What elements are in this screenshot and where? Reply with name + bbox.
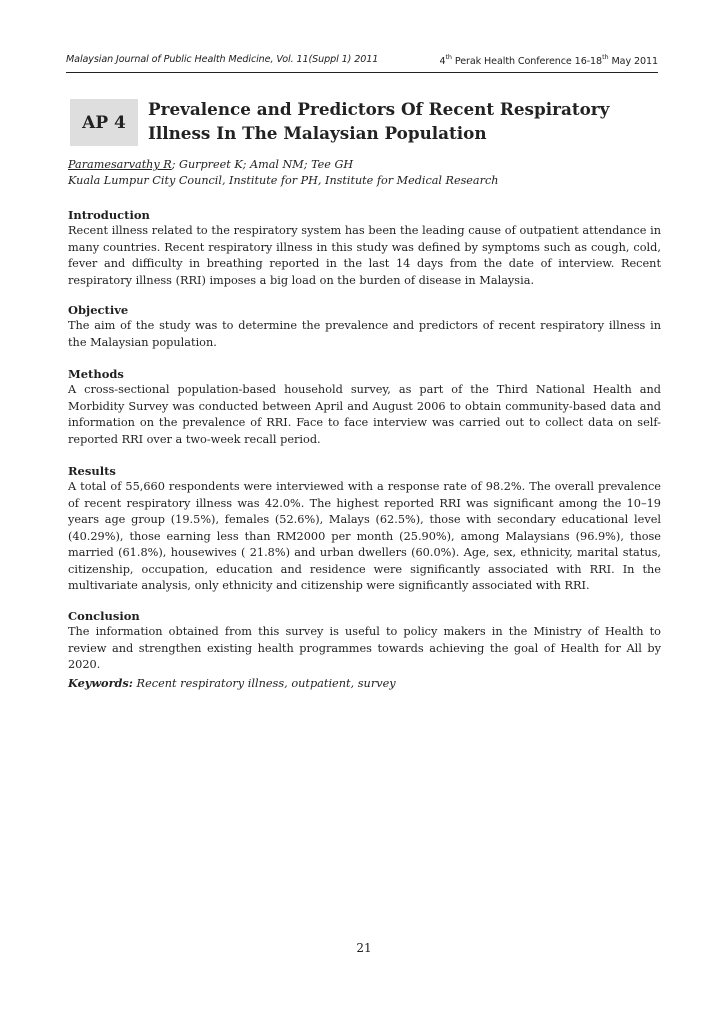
- section-introduction: [68, 207, 661, 289]
- introduction-heading: Introduction: [68, 208, 150, 222]
- title-line-1: Prevalence and Predictors Of Recent Respiratory: [148, 99, 610, 119]
- section-methods: [68, 366, 661, 448]
- conclusion-heading: Conclusion: [68, 609, 140, 623]
- conference-ordinal: 4: [439, 56, 446, 68]
- keywords-text: Recent respiratory illness, outpatient, survey: [132, 677, 396, 690]
- conference-date-suffix: th: [602, 53, 609, 61]
- affiliation: Kuala Lumpur City Council, Institute for PH, Institute for Medical Research: [68, 174, 499, 187]
- title-line-2: Illness In The Malaysian Population: [148, 123, 487, 143]
- conclusion-body: The information obtained from this survey is useful to policy makers in the Ministry of Health to review and strengthen existing health programmes towards achieving the goal of Health for All by 2020.: [68, 625, 661, 671]
- objective-heading: Objective: [68, 303, 129, 317]
- objective-body: The aim of the study was to determine the prevalence and predictors of recent respiratory illness in the Malaysian population.: [68, 319, 661, 349]
- abstract-code: AP 4: [82, 113, 126, 133]
- conference-info: [439, 54, 658, 67]
- page-number: 21: [356, 941, 372, 955]
- presenting-author: Paramesarvathy R: [68, 158, 172, 171]
- journal-citation: Malaysian Journal of Public Health Medicine, Vol. 11(Suppl 1) 2011: [66, 54, 379, 65]
- keywords-label: Keywords:: [68, 676, 133, 690]
- conference-name: Perak Health Conference 16-18: [451, 56, 603, 68]
- running-header: [66, 50, 658, 73]
- methods-heading: Methods: [68, 367, 124, 381]
- section-objective: [68, 302, 661, 351]
- conference-month-year: May 2011: [608, 56, 658, 68]
- section-conclusion: [68, 608, 661, 674]
- co-authors: ; Gurpreet K; Amal NM; Tee GH: [171, 158, 354, 171]
- conference-ordinal-suffix: th: [445, 53, 452, 61]
- author-list: [68, 158, 353, 171]
- abstract-code-box: [70, 99, 138, 146]
- results-heading: Results: [68, 464, 116, 478]
- results-body: A total of 55,660 respondents were interviewed with a response rate of 98.2%. The overall prevalence of recent respiratory illness was 42.0%. The highest reported RRI was significant among the 10–19 years age group (19.5%), females (52.6%), Malays (62.5%), those with secondary educational level (40.29%), those earning less than RM2000 per month (25.90%), among Malaysians (96.9%), those married (61.8%), housewives ( 21.8%) and urban dwellers (60.0%). Age, sex, ethnicity, marital status, citizenship, occupation, education and residence were significantly associated with RRI. In the multivariate analysis, only ethnicity and citizenship were significantly associated with RRI.: [68, 480, 661, 592]
- paper-title: [148, 97, 668, 145]
- keywords: [68, 676, 396, 690]
- section-results: [68, 463, 661, 595]
- methods-body: A cross-sectional population-based household survey, as part of the Third National Health and Morbidity Survey was conducted between April and August 2006 to obtain community-based data and information on the prevalence of RRI. Face to face interview was carried out to collect data on self-reported RRI over a two-week recall period.: [68, 383, 661, 446]
- introduction-body: Recent illness related to the respiratory system has been the leading cause of outpatient attendance in many countries. Recent respiratory illness in this study was defined by symptoms such as cough, cold, fever and difficulty in breathing reported in the last 14 days from the date of interview. Recent respiratory illness (RRI) imposes a big load on the burden of disease in Malaysia.: [68, 224, 661, 287]
